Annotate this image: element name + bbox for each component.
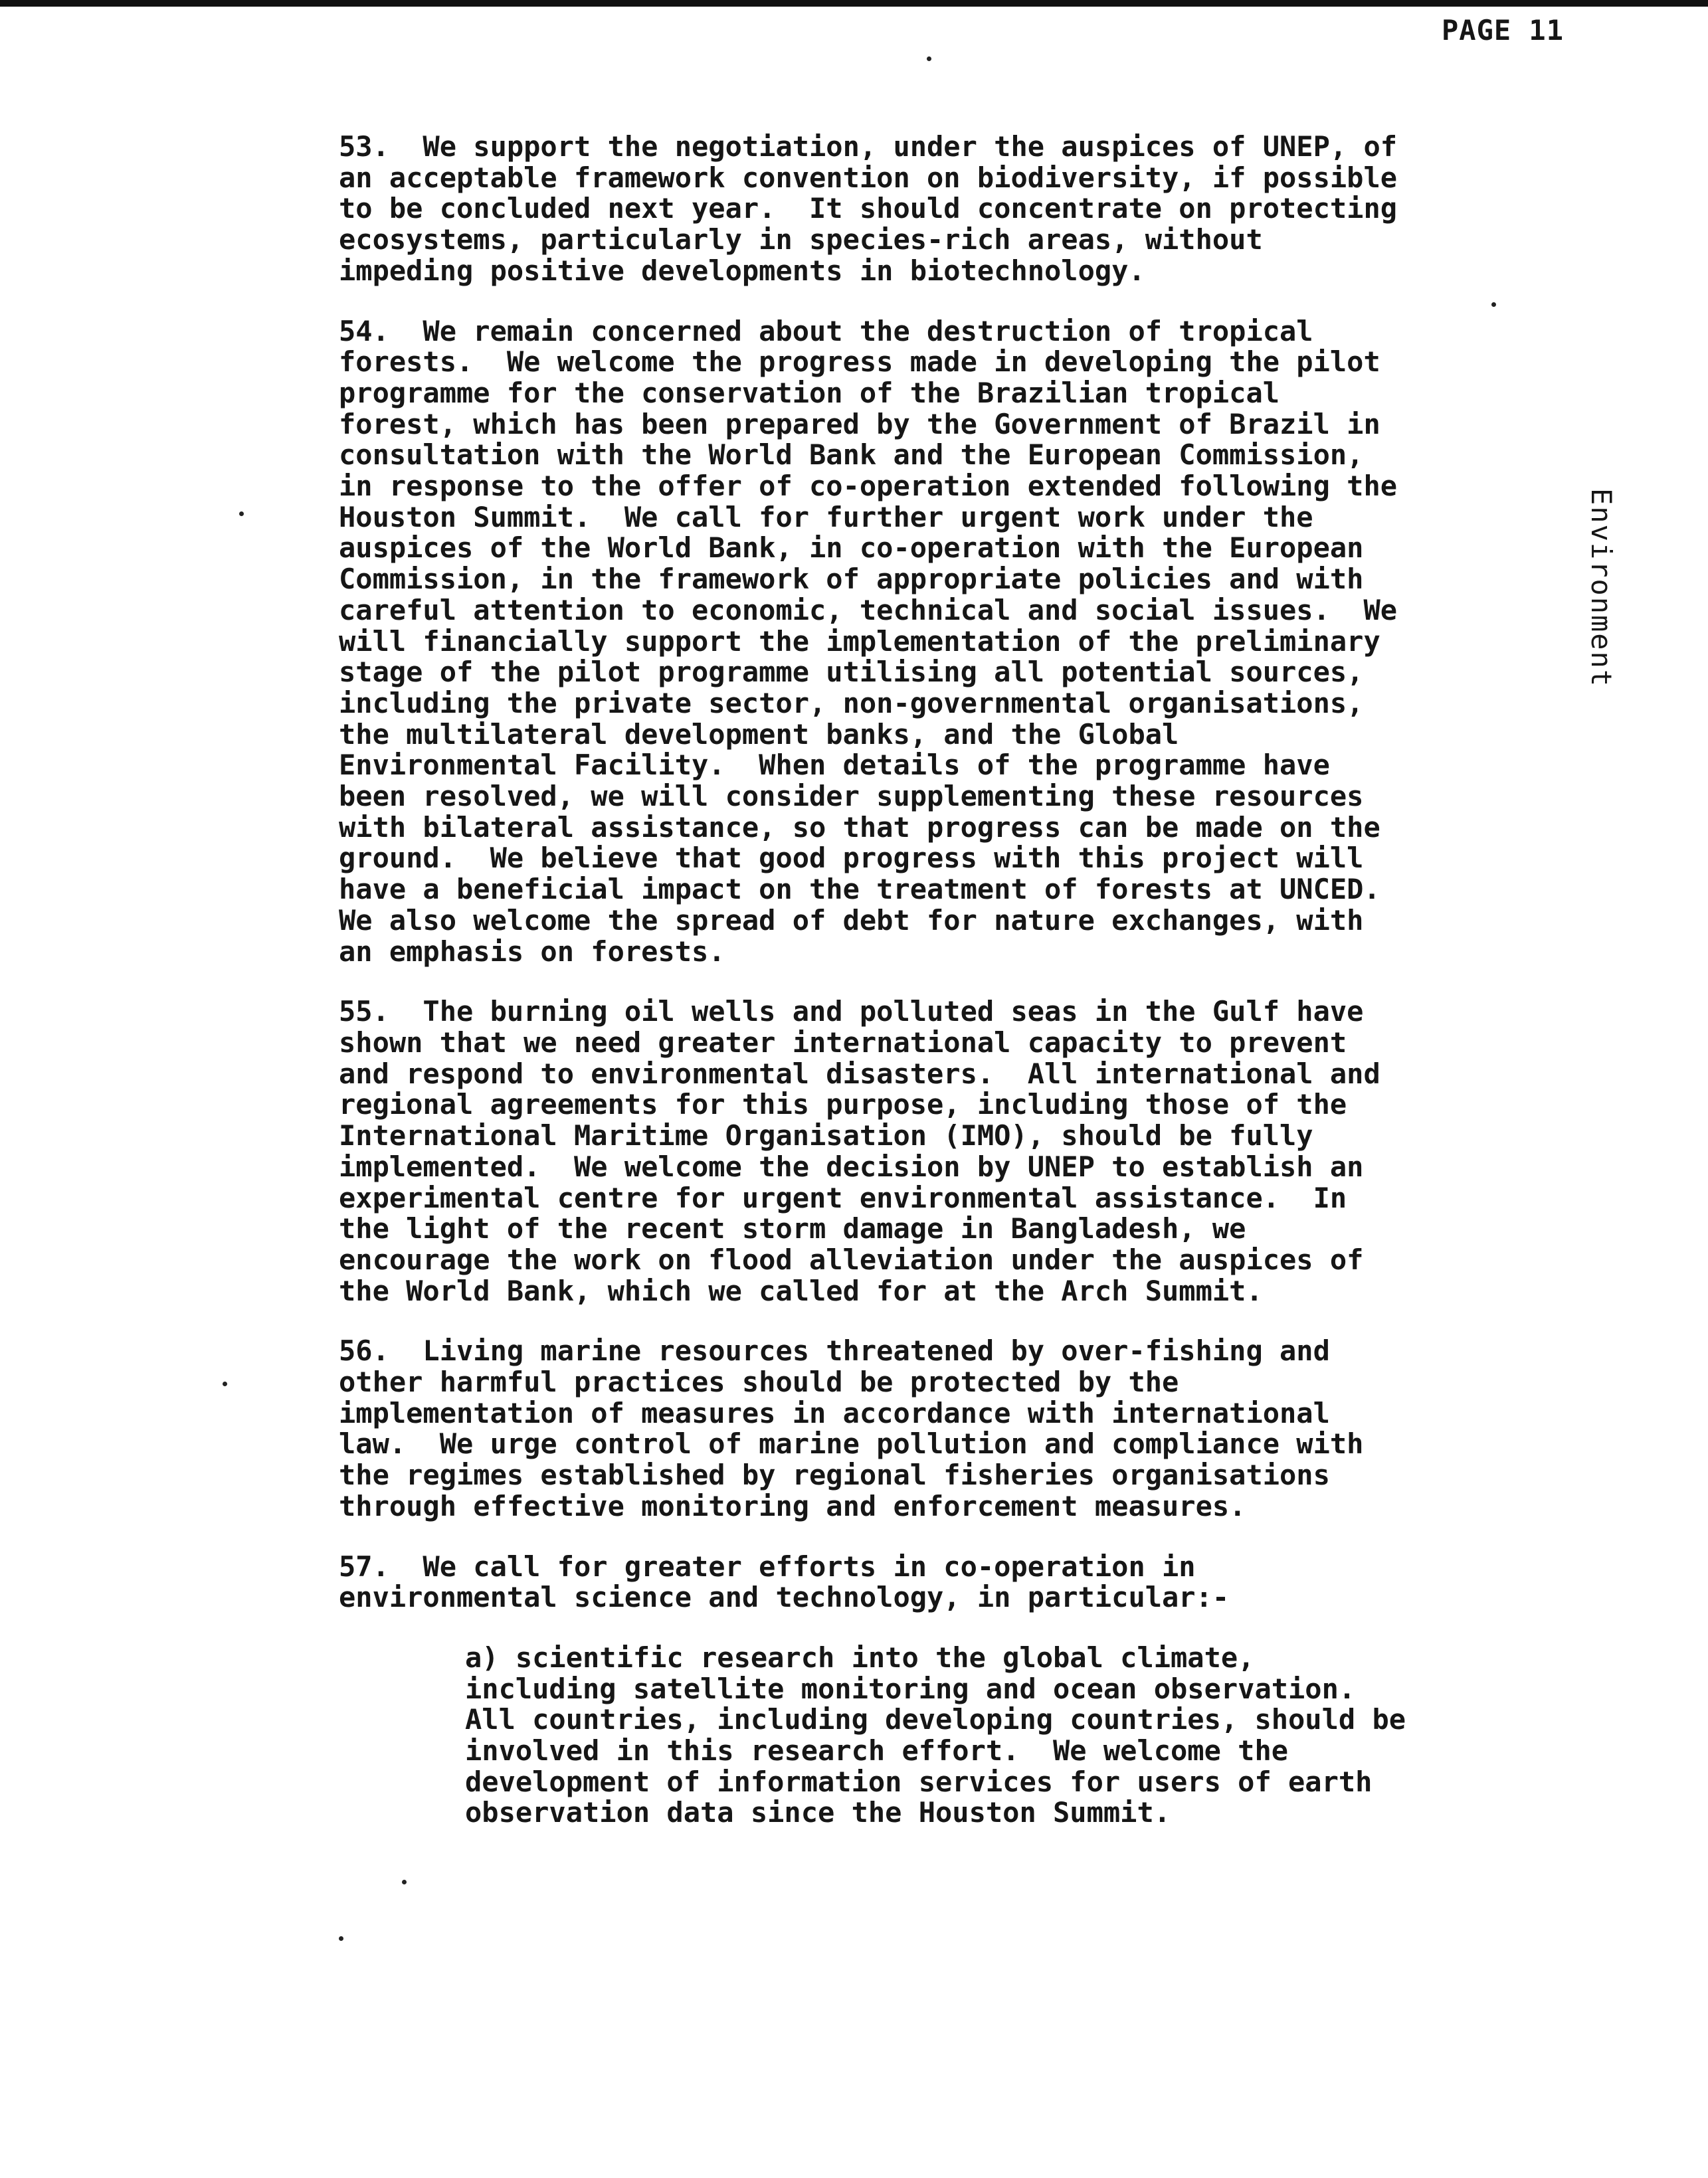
- paragraph-56: 56. Living marine resources threatened by over-fishing and other harmful practices should be protected by the implementation of measures in accordance with international law. We urge control of marine pollution and compliance with the regimes established by regional fisheries organisations through effective monitoring and enforcement measures.: [339, 1334, 1364, 1522]
- paragraph-53: 53. We support the negotiation, under the auspices of UNEP, of an acceptable framework convention on biodiversity, if possible to be concluded next year. It should concentrate on protecting ecosystems, particularly in species-rich areas, without impeding positive developments in biotechnology.: [339, 130, 1398, 287]
- scan-speck: [339, 1936, 343, 1941]
- scan-speck: [239, 511, 244, 516]
- page-number: PAGE 11: [1442, 14, 1565, 46]
- paragraph-55: 55. The burning oil wells and polluted seas in the Gulf have shown that we need greater international capacity to prevent and respond to environmental disasters. All international and regional agreements for this purpose, including those of the International Maritime Organisation (IMO), should be fully implemented. We welcome the decision by UNEP to establish an experimental centre for urgent environmental assistance. In the light of the recent storm damage in Bangladesh, we encourage the work on flood alleviation under the auspices of the World Bank, which we called for at the Arch Summit.: [339, 995, 1380, 1307]
- scan-speck: [223, 1382, 227, 1386]
- paragraph-54: 54. We remain concerned about the destruction of tropical forests. We welcome the progress made in developing the pilot programme for the conservation of the Brazilian tropical forest, which has been prepared by the Government of Brazil in consultation with the World Bank and the European Commission, in response to the offer of co-operation extended following the Houston Summit. We call for further urgent work under the auspices of the World Bank, in co-operation with the European Commission, in the framework of appropriate policies and with careful attention to economic, technical and social issues. We will financially support the implementation of the preliminary stage of the pilot programme utilising all potential sources, including the private sector, non-governmental organisations, the multilateral development banks, and the Global Environmental Facility. When details of the programme have been resolved, we will consider supplementing these resources with bilateral assistance, so that progress can be made on the ground. We believe that good progress with this project will have a beneficial impact on the treatment of forests at UNCED. We also welcome the spread of debt for nature exchanges, with an emphasis on forests.: [339, 314, 1398, 968]
- scan-speck: [927, 56, 931, 61]
- paragraph-gap: [339, 967, 1561, 996]
- sub-item-a: a) scientific research into the global climate, including satellite monitoring and ocean observation. All countries, including developing countries, should be involved in this research effort. We welcome the development of information services for users of earth observation data since the Houston Summit.: [465, 1641, 1406, 1829]
- scan-speck: [1491, 302, 1496, 307]
- side-tab: [1578, 488, 1624, 701]
- top-rule: [0, 0, 1708, 7]
- paragraph-gap: [339, 1613, 1561, 1643]
- paragraph-57: 57. We call for greater efforts in co-operation in environmental science and technology, in particular:-: [339, 1550, 1230, 1614]
- paragraph-gap: [339, 287, 1561, 316]
- document-body: [339, 132, 1561, 1829]
- side-tab-label: Environment: [1585, 488, 1618, 688]
- scan-speck: [402, 1880, 407, 1884]
- paragraph-gap: [339, 1522, 1561, 1552]
- paragraph-gap: [339, 1307, 1561, 1336]
